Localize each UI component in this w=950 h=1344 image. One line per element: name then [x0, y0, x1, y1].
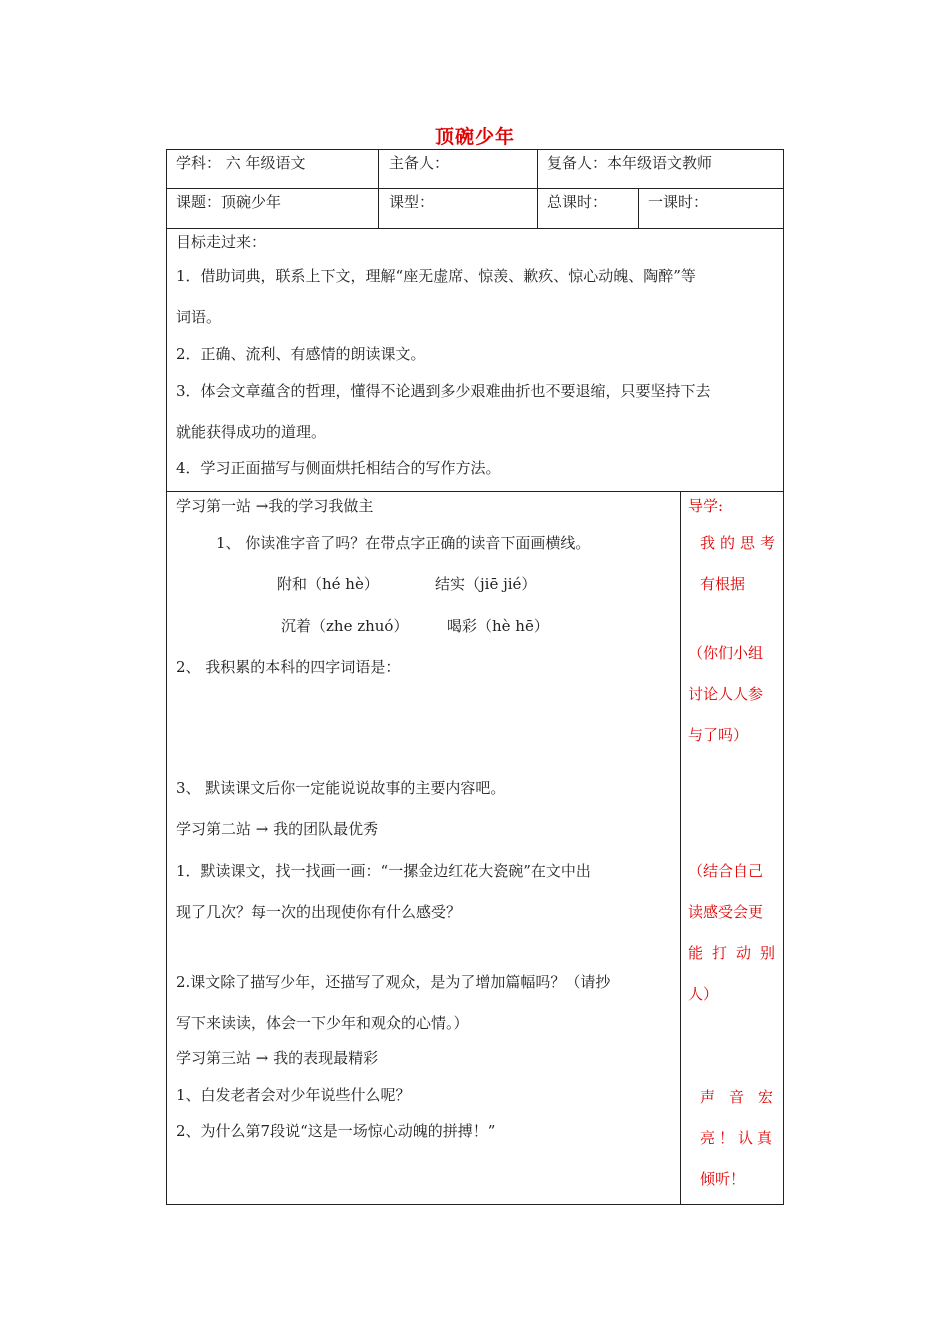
col-divider — [638, 188, 639, 228]
row-divider — [166, 188, 784, 189]
lesson-type-cell: 课型： — [389, 193, 435, 211]
guide-note: 读感受会更 — [688, 903, 764, 921]
pinyin-item: 附和（hé hè） — [277, 575, 379, 593]
station2-question-2-cont: 写下来读读，体会一下少年和观众的心情。） — [176, 1014, 469, 1032]
pinyin-item: 结实（jiē jié） — [435, 575, 537, 593]
station2-question-2: 2.课文除了描写少年，还描写了观众，是为了增加篇幅吗？（请抄 — [176, 973, 611, 991]
objective-4: 4．学习正面描写与侧面烘托相结合的写作方法。 — [176, 459, 501, 477]
station2-question-1: 1．默读课文，找一找画一画：“一摞金边红花大瓷碗”在文中出 — [176, 862, 591, 880]
station2-heading: 学习第二站 → 我的团队最优秀 — [176, 820, 379, 838]
pinyin-item: 喝彩（hè hē） — [447, 617, 549, 635]
pinyin-item: 沉着（zhe zhuó） — [281, 617, 409, 635]
objective-2: 2．正确、流利、有感情的朗读课文。 — [176, 345, 426, 363]
lesson-table — [166, 149, 784, 1205]
objective-1-cont: 词语。 — [176, 308, 222, 326]
objective-3: 3．体会文章蕴含的哲理，懂得不论遇到多少艰难曲折也不要退缩，只要坚持下去 — [176, 382, 711, 400]
col-divider — [378, 149, 379, 228]
guide-note: 我的思考 — [700, 534, 781, 552]
objective-3-cont: 就能获得成功的道理。 — [176, 423, 327, 441]
guide-note: 倾听！ — [700, 1170, 746, 1188]
station1-question-3: 3、 默读课文后你一定能说说故事的主要内容吧。 — [176, 779, 506, 797]
guide-note: 讨论人人参 — [688, 685, 764, 703]
col-divider — [537, 149, 538, 228]
station2-question-1-cont: 现了几次？每一次的出现使你有什么感受？ — [176, 903, 462, 921]
guide-note: 亮！认真 — [700, 1129, 777, 1147]
topic-cell: 课题：顶碗少年 — [176, 193, 282, 211]
co-preparer-cell: 复备人：本年级语文教师 — [547, 154, 713, 172]
preparer-cell: 主备人： — [389, 154, 450, 172]
guide-note: （你们小组 — [688, 644, 764, 662]
subject-cell: 学科： 六 年级语文 — [176, 154, 306, 172]
station1-question-1: 1、 你读准字音了吗？在带点字正确的读音下面画横线。 — [216, 534, 591, 552]
objective-1: 1．借助词典，联系上下文，理解“座无虚席、惊羡、歉疚、惊心动魄、陶醉”等 — [176, 267, 696, 285]
station3-question-2: 2、为什么第7段说“这是一场惊心动魄的拼搏！” — [176, 1122, 496, 1140]
guide-note: 人） — [688, 985, 719, 1003]
guide-note: 与了吗） — [688, 726, 749, 744]
total-hours-cell: 总课时： — [547, 193, 608, 211]
station3-question-1: 1、白发老者会对少年说些什么呢？ — [176, 1086, 411, 1104]
station3-heading: 学习第三站 → 我的表现最精彩 — [176, 1049, 379, 1067]
row-divider — [166, 491, 784, 492]
guide-heading: 导学: — [688, 497, 724, 515]
document-title: 顶碗少年 — [434, 126, 515, 148]
guide-note: 能打动别 — [688, 944, 785, 962]
one-hour-cell: 一课时： — [648, 193, 709, 211]
row-divider — [166, 228, 784, 229]
station1-heading: 学习第一站 →我的学习我做主 — [176, 497, 374, 515]
guide-note: 有根据 — [700, 575, 746, 593]
objectives-heading: 目标走过来： — [176, 233, 267, 251]
station1-question-2: 2、 我积累的本科的四字词语是： — [176, 658, 401, 676]
guide-note: 声音宏 — [700, 1088, 788, 1106]
guide-note: （结合自己 — [688, 862, 764, 880]
col-divider — [680, 491, 681, 1205]
